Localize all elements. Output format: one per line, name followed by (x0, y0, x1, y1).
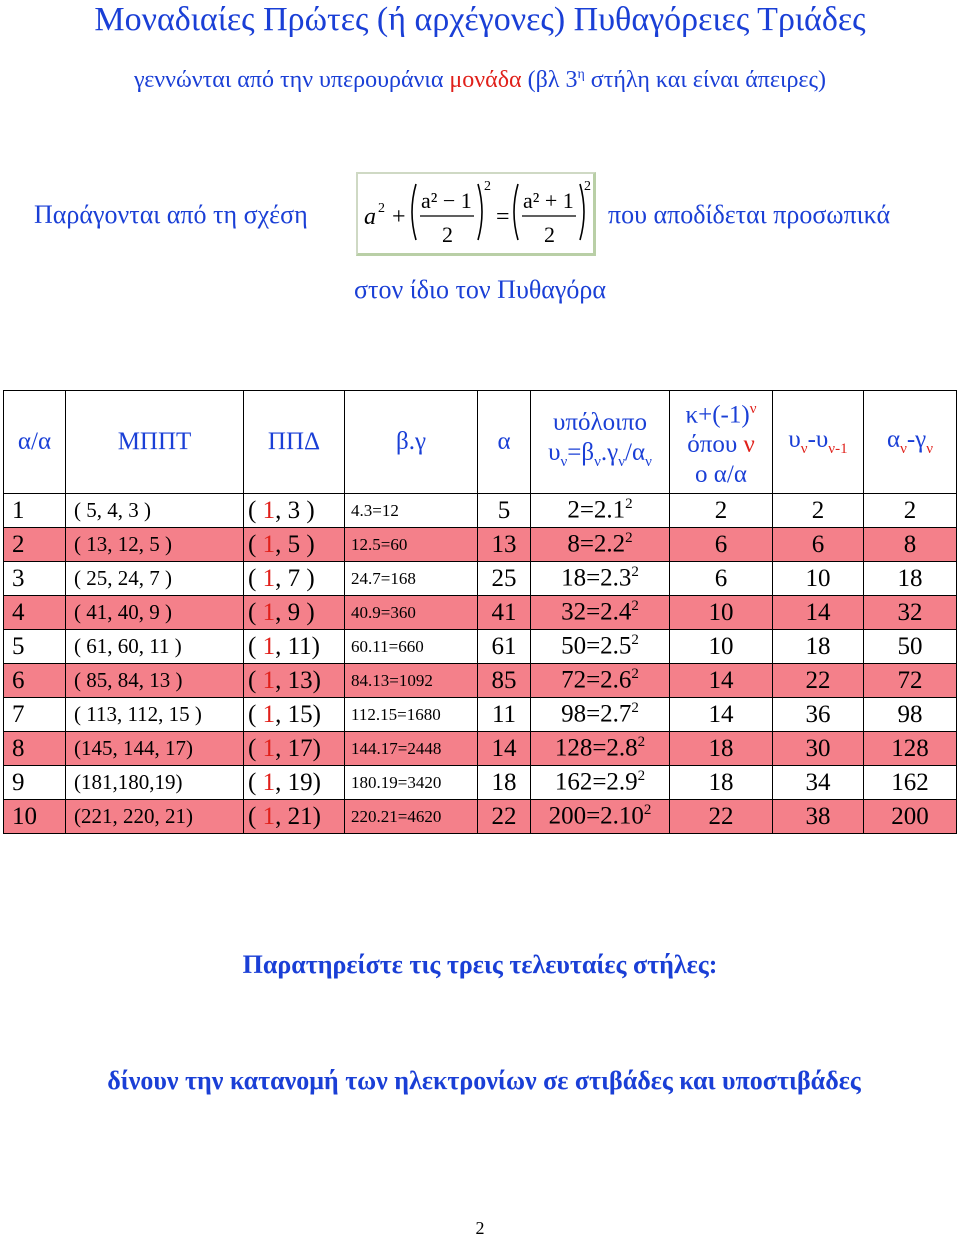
cell-k: 10 (670, 630, 773, 664)
cell-bg: 24.7=168 (345, 562, 478, 596)
cell-diff-ag: 128 (864, 732, 957, 766)
cell-ppd (244, 664, 345, 698)
remainder-base: 98=2.7 (561, 700, 632, 728)
cell-index: 2 (4, 528, 66, 562)
formula-num-right: a² + 1 (523, 188, 574, 213)
hdr-dg-sub: ν (926, 441, 934, 457)
hdr-k: κ+(-1) (685, 401, 750, 429)
ppd-open: ( (248, 666, 263, 694)
cell-index: 7 (4, 698, 66, 732)
hdr-du: υ (788, 426, 801, 453)
hdr-sub: ν (594, 453, 601, 470)
formula-den-left: 2 (442, 222, 453, 247)
remainder-base: 8=2.2 (567, 530, 626, 558)
cell-diff-u: 18 (773, 630, 864, 664)
cell-bg: 4.3=12 (345, 494, 478, 528)
ppd-open: ( (248, 598, 263, 626)
table-row (4, 766, 957, 800)
cell-ppd (244, 766, 345, 800)
cell-remainder (531, 596, 670, 630)
cell-index: 6 (4, 664, 66, 698)
cell-k: 6 (670, 528, 773, 562)
remainder-exp: 2 (637, 734, 646, 751)
cell-mppt: ( 41, 40, 9 ) (66, 596, 244, 630)
cell-bg: 112.15=1680 (345, 698, 478, 732)
remainder-exp: 2 (637, 768, 646, 785)
ppd-one: 1 (262, 598, 276, 626)
hdr-nu: ν (743, 431, 755, 459)
cell-k: 10 (670, 596, 773, 630)
ppd-one: 1 (262, 632, 276, 660)
cell-diff-ag: 162 (864, 766, 957, 800)
table-row (4, 664, 957, 698)
cell-mppt: (221, 220, 21) (66, 800, 244, 834)
formula-num-left: a² − 1 (421, 188, 472, 213)
cell-mppt: ( 61, 60, 11 ) (66, 630, 244, 664)
table-row (4, 494, 957, 528)
cell-ppd (244, 800, 345, 834)
remainder-base: 2=2.1 (567, 496, 626, 524)
cell-index: 8 (4, 732, 66, 766)
ppd-rest: , 5 ) (275, 530, 315, 558)
hdr-dotg: .γ (600, 438, 619, 466)
header-k-line2 (670, 430, 772, 460)
table-row (4, 562, 957, 596)
cell-ppd (244, 630, 345, 664)
formula-exp-left: 2 (484, 179, 491, 194)
subtitle-text-after1: (βλ 3 (521, 67, 578, 93)
cell-diff-ag: 98 (864, 698, 957, 732)
cell-diff-u: 30 (773, 732, 864, 766)
formula-exp-right: 2 (584, 179, 591, 194)
header-diff-ag (864, 391, 957, 494)
cell-index: 4 (4, 596, 66, 630)
remainder-base: 50=2.5 (561, 632, 632, 660)
cell-remainder (531, 766, 670, 800)
cell-index: 5 (4, 630, 66, 664)
cell-ppd (244, 732, 345, 766)
remainder-exp: 2 (643, 802, 652, 819)
cell-bg: 40.9=360 (345, 596, 478, 630)
cell-a: 14 (478, 732, 531, 766)
ppd-rest: , 9 ) (275, 598, 315, 626)
cell-bg: 180.19=3420 (345, 766, 478, 800)
ppd-open: ( (248, 496, 263, 524)
cell-remainder (531, 494, 670, 528)
cell-diff-ag: 200 (864, 800, 957, 834)
generated-label: Παράγονται από τη σχέση (34, 200, 308, 229)
cell-a: 25 (478, 562, 531, 596)
ppd-rest: , 15) (275, 700, 321, 728)
cell-mppt: ( 25, 24, 7 ) (66, 562, 244, 596)
cell-mppt: ( 13, 12, 5 ) (66, 528, 244, 562)
cell-ppd (244, 596, 345, 630)
formula-a: a (364, 204, 376, 230)
cell-remainder (531, 698, 670, 732)
remainder-base: 200=2.10 (548, 802, 644, 830)
header-aa: α/α (4, 391, 66, 494)
remainder-exp: 2 (631, 632, 639, 649)
ppd-open: ( (248, 530, 263, 558)
table-row (4, 630, 957, 664)
ppd-open: ( (248, 768, 263, 796)
cell-k: 14 (670, 698, 773, 732)
cell-diff-ag: 72 (864, 664, 957, 698)
pythagoras-line: στον ίδιο τον Πυθαγόρα (354, 275, 606, 304)
subtitle (0, 58, 960, 97)
page-number: 2 (475, 1218, 485, 1238)
ppd-one: 1 (262, 700, 276, 728)
hdr-k-sup: ν (749, 400, 757, 417)
cell-remainder (531, 630, 670, 664)
cell-mppt: ( 5, 4, 3 ) (66, 494, 244, 528)
cell-diff-u: 36 (773, 698, 864, 732)
cell-diff-u: 34 (773, 766, 864, 800)
subtitle-text-before: γεννώνται από την υπερουράνια (134, 67, 450, 93)
cell-a: 18 (478, 766, 531, 800)
hdr-da: α (886, 426, 901, 453)
triples-table (3, 390, 957, 834)
cell-diff-u: 6 (773, 528, 864, 562)
remainder-base: 72=2.6 (561, 666, 632, 694)
cell-k: 14 (670, 664, 773, 698)
ppd-open: ( (248, 802, 263, 830)
ppd-rest: , 3 ) (275, 496, 315, 524)
hdr-du-minus: -υ (807, 426, 829, 453)
hdr-opou: όπου (687, 431, 744, 459)
formula-paren-right-1 (478, 184, 482, 240)
cell-bg: 12.5=60 (345, 528, 478, 562)
cell-a: 11 (478, 698, 531, 732)
header-mppt: ΜΠΠΤ (66, 391, 244, 494)
cell-a: 22 (478, 800, 531, 834)
cell-mppt: ( 113, 112, 15 ) (66, 698, 244, 732)
hdr-eqb: =β (567, 438, 595, 466)
hdr-da-sub: ν (900, 441, 907, 457)
cell-remainder (531, 562, 670, 596)
header-k-line1 (670, 394, 772, 430)
ppd-one: 1 (262, 666, 276, 694)
hdr-u: υ (548, 438, 561, 466)
hdr-sub: ν (618, 453, 626, 470)
cell-k: 6 (670, 562, 773, 596)
cell-a: 41 (478, 596, 531, 630)
header-diff-u (773, 391, 864, 494)
table-header-row (4, 391, 957, 494)
remainder-exp: 2 (631, 598, 639, 615)
cell-ppd (244, 494, 345, 528)
hdr-sub: ν (645, 453, 652, 470)
cell-diff-ag: 32 (864, 596, 957, 630)
remainder-base: 32=2.4 (561, 598, 632, 626)
remainder-exp: 2 (625, 530, 633, 547)
header-a: α (478, 391, 531, 494)
hdr-du-sub: ν (800, 441, 808, 457)
formula-plus: + (392, 204, 406, 230)
ppd-one: 1 (262, 734, 276, 762)
cell-k: 2 (670, 494, 773, 528)
cell-ppd (244, 528, 345, 562)
page-title: Μοναδιαίες Πρώτες (ή αρχέγονες) Πυθαγόρειες Τριάδες (94, 1, 866, 38)
header-k-line3: ο α/α (695, 461, 747, 489)
table-row (4, 698, 957, 732)
cell-diff-ag: 50 (864, 630, 957, 664)
cell-remainder (531, 664, 670, 698)
ppd-one: 1 (262, 496, 276, 524)
cell-a: 5 (478, 494, 531, 528)
cell-ppd (244, 698, 345, 732)
cell-diff-ag: 18 (864, 562, 957, 596)
cell-index: 9 (4, 766, 66, 800)
cell-k: 18 (670, 732, 773, 766)
ppd-rest: , 21) (275, 802, 321, 830)
cell-remainder (531, 800, 670, 834)
subtitle-highlight: μονάδα (449, 67, 522, 93)
cell-diff-u: 38 (773, 800, 864, 834)
ppd-open: ( (248, 734, 263, 762)
formula-a-exp: 2 (378, 201, 385, 216)
remainder-base: 18=2.3 (561, 564, 632, 592)
ppd-rest: , 13) (275, 666, 321, 694)
header-ppd: ΠΠΔ (244, 391, 345, 494)
ppd-open: ( (248, 700, 263, 728)
remainder-base: 162=2.9 (554, 768, 638, 796)
remainder-base: 128=2.8 (554, 734, 638, 762)
formula-equals: = (496, 204, 510, 230)
conclusion-note: δίνουν την κατανομή των ηλεκτρονίων σε στιβάδες και υποστιβάδες (107, 1066, 861, 1095)
hdr-slasha: /α (625, 438, 646, 466)
cell-diff-ag: 2 (864, 494, 957, 528)
ppd-rest: , 11) (275, 632, 320, 660)
formula-den-right: 2 (544, 222, 555, 247)
cell-mppt: (181,180,19) (66, 766, 244, 800)
cell-mppt: ( 85, 84, 13 ) (66, 664, 244, 698)
cell-k: 18 (670, 766, 773, 800)
cell-index: 10 (4, 800, 66, 834)
header-remainder (531, 391, 670, 494)
cell-remainder (531, 732, 670, 766)
table-body (4, 494, 957, 834)
header-remainder-line1: υπόλοιπο (553, 408, 647, 436)
remainder-exp: 2 (631, 666, 639, 683)
ppd-rest: , 17) (275, 734, 321, 762)
formula-paren-left-1 (412, 184, 416, 240)
cell-diff-ag: 8 (864, 528, 957, 562)
ppd-one: 1 (262, 802, 276, 830)
cell-index: 1 (4, 494, 66, 528)
cell-index: 3 (4, 562, 66, 596)
formula-paren-left-2 (514, 184, 518, 240)
subtitle-superscript: η (577, 67, 585, 82)
cell-bg: 60.11=660 (345, 630, 478, 664)
remainder-exp: 2 (631, 564, 639, 581)
cell-diff-u: 14 (773, 596, 864, 630)
cell-bg: 220.21=4620 (345, 800, 478, 834)
cell-bg: 144.17=2448 (345, 732, 478, 766)
header-k (670, 391, 773, 494)
observation-note: Παρατηρείστε τις τρεις τελευταίες στήλες: (242, 950, 718, 979)
cell-a: 85 (478, 664, 531, 698)
ppd-open: ( (248, 632, 263, 660)
formula-box (356, 172, 596, 256)
cell-diff-u: 10 (773, 562, 864, 596)
ppd-open: ( (248, 564, 263, 592)
table-row (4, 732, 957, 766)
subtitle-text-after2: στήλη και είναι άπειρες) (584, 67, 826, 93)
remainder-exp: 2 (631, 700, 639, 717)
header-bg: β.γ (345, 391, 478, 494)
cell-mppt: (145, 144, 17) (66, 732, 244, 766)
hdr-sub: ν (560, 453, 568, 470)
cell-a: 61 (478, 630, 531, 664)
cell-remainder (531, 528, 670, 562)
ppd-one: 1 (262, 530, 276, 558)
table-row (4, 596, 957, 630)
ppd-rest: , 19) (275, 768, 321, 796)
remainder-exp: 2 (625, 496, 633, 513)
ppd-rest: , 7 ) (275, 564, 315, 592)
cell-diff-u: 22 (773, 664, 864, 698)
ppd-one: 1 (262, 564, 276, 592)
header-remainder-line2 (531, 438, 669, 477)
attributed-label: που αποδίδεται προσωπικά (608, 200, 891, 229)
cell-k: 22 (670, 800, 773, 834)
cell-a: 13 (478, 528, 531, 562)
ppd-one: 1 (262, 768, 276, 796)
hdr-du-sub2: ν-1 (828, 441, 848, 457)
table-row (4, 528, 957, 562)
hdr-dg: -γ (906, 426, 927, 453)
table-row (4, 800, 957, 834)
cell-diff-u: 2 (773, 494, 864, 528)
formula-graphic (358, 174, 594, 254)
cell-ppd (244, 562, 345, 596)
cell-bg: 84.13=1092 (345, 664, 478, 698)
